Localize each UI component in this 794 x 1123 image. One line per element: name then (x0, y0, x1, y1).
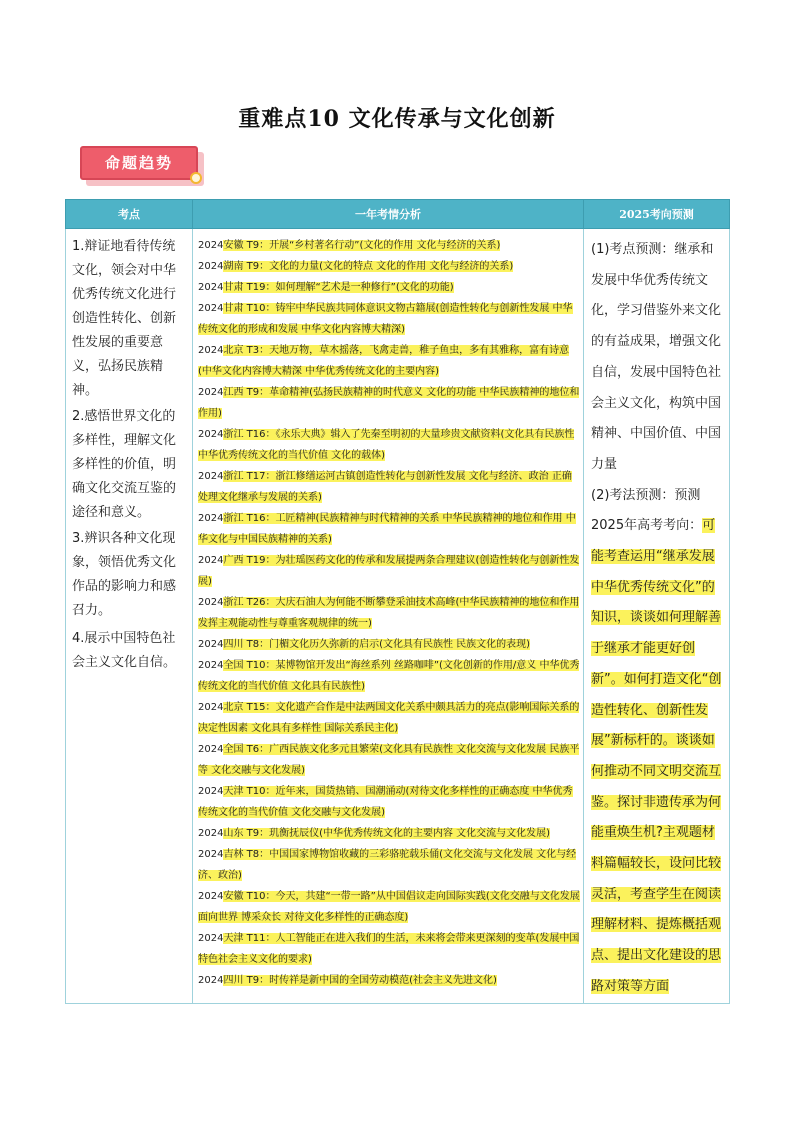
analysis-text: 浙江 T17：浙江修缮运河古镇创造性转化与创新性发展 文化与经济、政治 正确处理文化继承与发展的关系) (198, 471, 572, 503)
header-analysis: 一年考情分析 (193, 200, 584, 229)
analysis-year: 2024 (198, 702, 224, 713)
analysis-item (198, 928, 580, 970)
analysis-item (198, 256, 580, 277)
analysis-year: 2024 (198, 933, 224, 944)
analysis-item (198, 424, 580, 466)
forecast-p2-tail: 主观题材料篇幅较长，设问比较灵活，考查学生在阅读理解材料、提炼概括观点、提出文化建设的思路对策等方面 (591, 825, 722, 994)
analysis-text: 甘肃 T10：铸牢中华民族共同体意识文物古籍展(创造性转化与创新性发展 中华传统文化的形成和发展 中华文化内容博大精深) (198, 303, 573, 335)
analysis-year: 2024 (198, 513, 224, 524)
analysis-year: 2024 (198, 555, 224, 566)
table-body-row (66, 229, 730, 1004)
analysis-year: 2024 (198, 597, 224, 608)
analysis-item (198, 508, 580, 550)
analysis-year: 2024 (198, 891, 224, 902)
analysis-item (198, 655, 580, 697)
analysis-text: 四川 T8：门楣文化历久弥新的启示(文化具有民族性 民族文化的表现) (223, 639, 531, 650)
analysis-text: 甘肃 T19：如何理解“艺术是一种修行”(文化的功能) (223, 282, 454, 293)
analysis-text: 江西 T9：革命精神(弘扬民族精神的时代意义 文化的功能 中华民族精神的地位和作用) (198, 387, 580, 419)
analysis-item (198, 781, 580, 823)
analysis-list (198, 235, 580, 991)
trend-table (65, 199, 730, 1004)
analysis-year: 2024 (198, 240, 224, 251)
analysis-text: 全国 T10：某博物馆开发出“海丝系列 丝路咖啡”(文化创新的作用/意义 中华优秀传统文化的当代价值 文化具有民族性) (198, 660, 580, 692)
analysis-year: 2024 (198, 429, 224, 440)
analysis-item (198, 340, 580, 382)
analysis-text: 北京 T3：天地万物，草木摇落，飞禽走兽，稚子鱼虫，多有其雅称，富有诗意(中华文化内容博大精深 中华优秀传统文化的主要内容) (198, 345, 570, 377)
analysis-text: 安徽 T10：今天，共建“一带一路”从中国倡议走向国际实践(文化交融与文化发展 面向世界 博采众长 对待文化多样性的正确态度) (198, 891, 580, 923)
analysis-item (198, 886, 580, 928)
analysis-cell (193, 229, 584, 1004)
forecast-p2 (591, 481, 725, 1003)
point-item: 3.辨识各种文化现象，领悟优秀文化作品的影响力和感召力。 (72, 531, 177, 618)
page-title: 重难点10 文化传承与文化创新 (238, 106, 556, 132)
analysis-item (198, 592, 580, 634)
header-forecast: 2025考向预测 (584, 200, 730, 229)
analysis-year: 2024 (198, 345, 224, 356)
analysis-year: 2024 (198, 828, 224, 839)
section-badge (80, 146, 206, 188)
forecast-cell (584, 229, 730, 1004)
analysis-year: 2024 (198, 261, 224, 272)
point-item: 1.辩证地看待传统文化，领会对中华优秀传统文化进行创造性转化、创新性发展的重要意义，弘扬民族精神。 (72, 239, 177, 398)
analysis-year: 2024 (198, 639, 224, 650)
analysis-item (198, 634, 580, 655)
analysis-year: 2024 (198, 282, 224, 293)
table-header-row (66, 200, 730, 229)
analysis-item (198, 550, 580, 592)
analysis-item (198, 298, 580, 340)
analysis-text: 天津 T10：近年来，国货热销、国潮涌动(对待文化多样性的正确态度 中华优秀传统文化的当代价值 文化交融与文化发展) (198, 786, 573, 818)
analysis-year: 2024 (198, 786, 224, 797)
analysis-item (198, 697, 580, 739)
analysis-text: 广西 T19：为壮瑶医药文化的传承和发展提两条合理建议(创造性转化与创新性发展) (198, 555, 580, 587)
analysis-item (198, 466, 580, 508)
analysis-text: 安徽 T9：开展“乡村著名行动”(文化的作用 文化与经济的关系) (223, 240, 501, 251)
analysis-text: 浙江 T16：《永乐大典》辑入了先秦至明初的大量珍贵文献资料(文化具有民族性 中华优秀传统文化的当代价值 文化的载体) (198, 429, 575, 461)
ring-icon (190, 172, 202, 184)
analysis-text: 北京 T15：文化遗产合作是中法两国文化关系中颇具活力的亮点(影响国际关系的决定性因素 文化具有多样性 国际关系民主化) (198, 702, 580, 734)
analysis-item (198, 844, 580, 886)
analysis-text: 浙江 T26：大庆石油人为何能不断攀登采油技术高峰(中华民族精神的地位和作用 发挥主观能动性与尊重客观规律的统一) (198, 597, 580, 629)
point-item: 2.感悟世界文化的多样性，理解文化多样性的价值，明确文化交流互鉴的途径和意义。 (72, 409, 177, 520)
analysis-text: 天津 T11：人工智能正在进入我们的生活，未来将会带来更深刻的变革(发展中国特色社会主义文化的要求) (198, 933, 580, 965)
forecast-p2-plain: (2)考法预测：预测2025年高考考向： (591, 487, 703, 534)
badge-label: 命题趋势 (80, 146, 198, 180)
forecast-p1: (1)考点预测：继承和发展中华优秀传统文化，学习借鉴外来文化的有益成果，增强文化自信，发展中国特色社会主义文化，构筑中国精神、中国价值、中国力量 (591, 242, 722, 472)
analysis-year: 2024 (198, 975, 224, 986)
analysis-year: 2024 (198, 471, 224, 482)
analysis-item (198, 823, 580, 844)
analysis-year: 2024 (198, 303, 224, 314)
analysis-item (198, 235, 580, 256)
analysis-year: 2024 (198, 387, 224, 398)
analysis-text: 吉林 T8：中国国家博物馆收藏的三彩骆驼载乐俑(文化交流与文化发展 文化与经济、政治) (198, 849, 577, 881)
analysis-item (198, 970, 580, 991)
points-cell (66, 229, 193, 1004)
analysis-text: 浙江 T16：工匠精神(民族精神与时代精神的关系 中华民族精神的地位和作用 中华文化与中国民族精神的关系) (198, 513, 576, 545)
header-points: 考点 (66, 200, 193, 229)
analysis-year: 2024 (198, 744, 224, 755)
analysis-item (198, 739, 580, 781)
analysis-text: 全国 T6：广西民族文化多元且繁荣(文化具有民族性 文化交流与文化发展 民族平等 文化交融与文化发展) (198, 744, 580, 776)
analysis-item (198, 277, 580, 298)
analysis-text: 四川 T9：时传祥是新中国的全国劳动模范(社会主义先进文化) (223, 975, 497, 986)
analysis-text: 山东 T9：玑衡抚辰仪(中华优秀传统文化的主要内容 文化交流与文化发展) (223, 828, 551, 839)
analysis-year: 2024 (198, 849, 224, 860)
analysis-text: 湖南 T9：文化的力量(文化的特点 文化的作用 文化与经济的关系) (223, 261, 514, 272)
analysis-item (198, 382, 580, 424)
forecast-p2-highlight: 可能考查运用“继承发展中华优秀传统文化”的知识，谈谈如何理解善于继承才能更好创新”。如何打造文化“创造性转化、创新性发展”新标杆的。谈谈如何推动不同文明交流互鉴。探讨非遗传承为何能重焕生机? (591, 518, 722, 841)
analysis-year: 2024 (198, 660, 224, 671)
point-item: 4.展示中国特色社会主义文化自信。 (72, 631, 177, 670)
